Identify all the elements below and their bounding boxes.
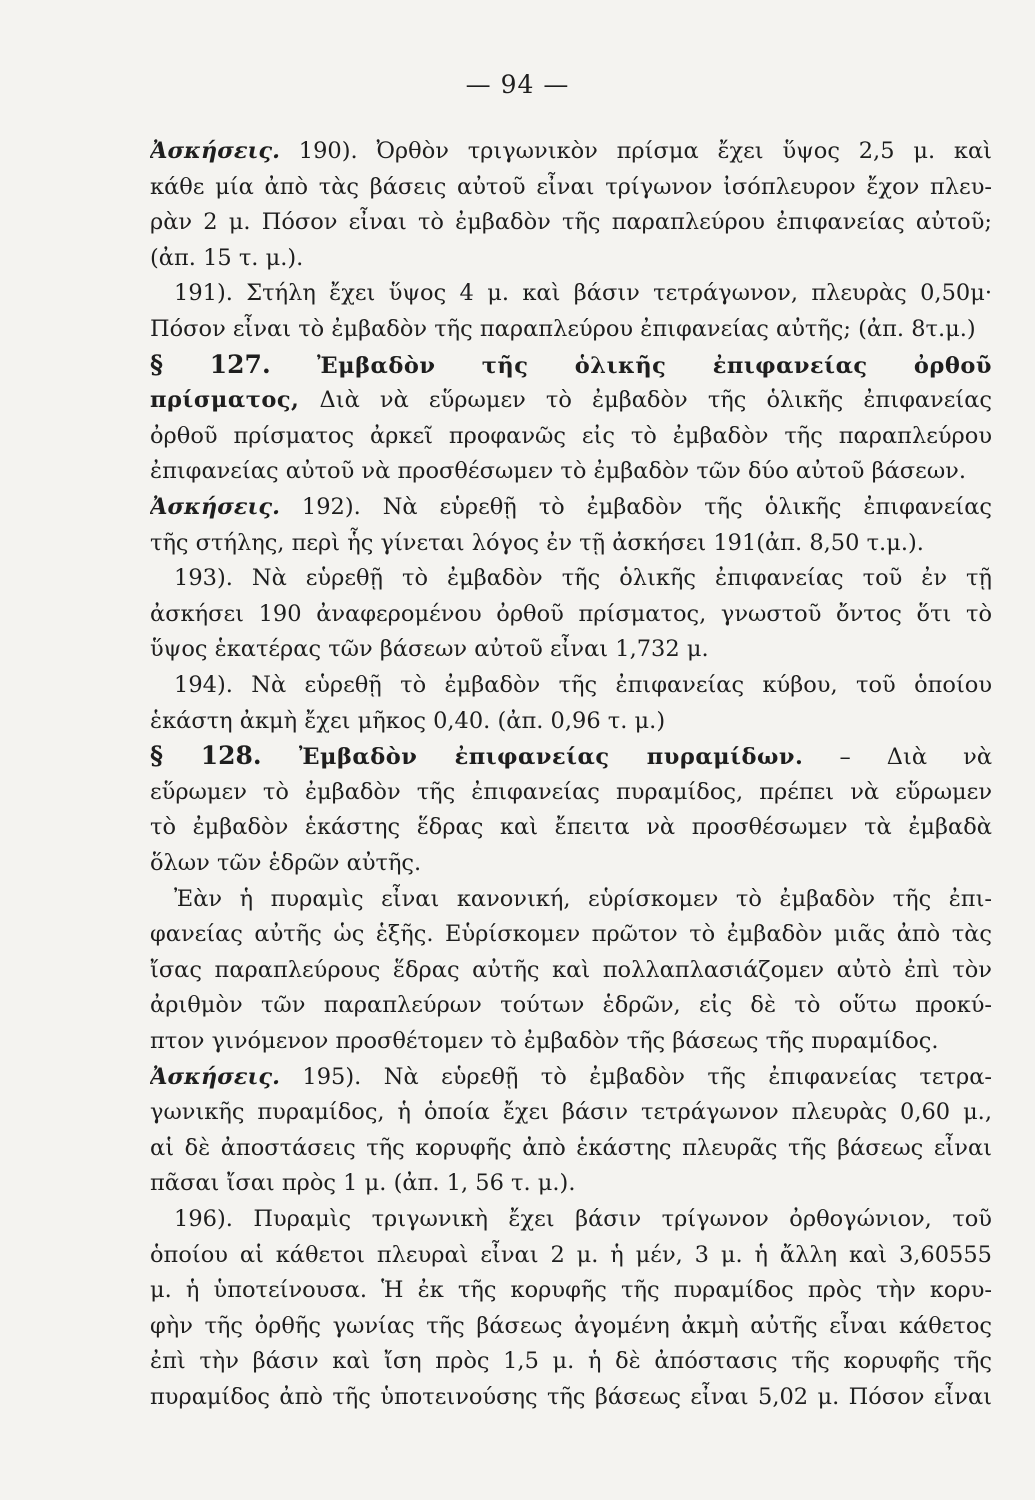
text-line [150,241,992,275]
line-text: 190). Ὀρθὸν τριγωνικὸν πρίσμα ἔχει ὕψος 2,5 μ. καὶ [279,138,992,164]
line-text: ἀριθμὸν τῶν παραπλεύρων τούτων ἑδρῶν, εἰς δὲ τὸ οὕτω προκύ- [150,992,992,1019]
line-text: 194). Νὰ εὑρεθῇ τὸ ἐμβαδὸν τῆς ἐπιφανείας κύβου, τοῦ ὁποίου [174,672,992,698]
line-text: ἐπιφανείας αὐτοῦ νὰ προσθέσωμεν τὸ ἐμβαδὸν τῶν δύο αὐτοῦ βάσεων. [150,458,966,485]
section-number: § 128. [150,741,262,771]
text-line [174,668,992,702]
line-text: τῆς στήλης, περὶ ἧς γίνεται λόγος ἐν τῇ ἀσκήσει 191(ἀπ. 8,50 τ.μ.). [150,529,924,556]
text-line [150,1273,992,1307]
section-title: Ἐμβαδὸν ἐπιφανείας πυραμίδων. [261,744,804,771]
text-line [150,846,992,880]
text-line [150,988,992,1022]
line-text: πυραμίδος ἀπὸ τῆς ὑποτεινούσης τῆς βάσεως εἶναι 5,02 μ. Πόσον εἶναι [150,1384,992,1410]
text-line [150,454,992,488]
text-line [150,917,992,951]
text-line [150,739,992,773]
line-text: ἐπὶ τὴν βάσιν καὶ ἴση πρὸς 1,5 μ. ἡ δὲ ἀπόστασις τῆς κορυφῆς τῆς [150,1348,992,1375]
text-line [150,953,992,987]
text-line [150,1309,992,1343]
text-line [174,561,992,595]
text-line [150,205,992,239]
text-line [174,276,992,310]
text-line [150,1024,992,1058]
line-text: πᾶσαι ἴσαι πρὸς 1 μ. (ἀπ. 1, 56 τ. μ.). [150,1170,576,1197]
text-line [150,170,992,204]
text-line [174,1202,992,1236]
line-text: τὸ ἐμβαδὸν ἑκάστης ἕδρας καὶ ἔπειτα νὰ προσθέσωμεν τὰ ἐμβαδὰ [150,814,992,841]
line-text: ρὰν 2 μ. Πόσον εἶναι τὸ ἐμβαδὸν τῆς παραπλεύρου ἐπιφανείας αὐτοῦ; [150,209,992,236]
line-text: 192). Νὰ εὑρεθῇ τὸ ἐμβαδὸν τῆς ὁλικῆς ἐπιφανείας [279,494,992,520]
line-text: ἑκάστη ἀκμὴ ἔχει μῆκος 0,40. (ἀπ. 0,96 τ. μ.) [150,707,666,734]
text-line [150,810,992,844]
line-text: ὕψος ἑκατέρας τῶν βάσεων αὐτοῦ εἶναι 1,732 μ. [150,636,709,663]
text-line [150,134,992,168]
section-number: § 127. [150,349,271,379]
line-text: 191). Στήλη ἔχει ὕψος 4 μ. καὶ βάσιν τετράγωνον, πλευρὰς 0,50μ· [174,280,992,307]
line-text: πτον γινόμενον προσθέτομεν τὸ ἐμβαδὸν τῆς βάσεως τῆς πυραμίδος. [150,1028,939,1054]
text-line [150,1060,992,1094]
exercise-label: Ἀσκήσεις. [150,138,280,164]
text-line [150,490,992,524]
text-line [150,312,992,346]
line-text: φανείας αὐτῆς ὡς ἑξῆς. Εὑρίσκομεν πρῶτον τὸ ἐμβαδὸν μιᾶς ἀπὸ τὰς [150,921,992,948]
line-text: Πόσον εἶναι τὸ ἐμβαδὸν τῆς παραπλεύρου ἐπιφανείας αὐτῆς; (ἀπ. 8τ.μ.) [150,316,976,342]
text-line [150,526,992,560]
line-text: γωνικῆς πυραμίδος, ἡ ὁποία ἔχει βάσιν τετράγωνον πλευρὰς 0,60 μ., [150,1099,992,1126]
text-line [150,348,992,382]
line-text: ὅλων τῶν ἑδρῶν αὐτῆς. [150,850,422,876]
line-text: – Διὰ νὰ [803,744,992,771]
line-text: φὴν τῆς ὀρθῆς γωνίας τῆς βάσεως ἀγομένη ἀκμὴ αὐτῆς εἶναι κάθετος [150,1312,992,1339]
line-text: ὀρθοῦ πρίσματος ἀρκεῖ προφανῶς εἰς τὸ ἐμβαδὸν τῆς παραπλεύρου [150,422,992,449]
exercise-label: Ἀσκήσεις. [150,1063,280,1090]
exercise-label: Ἀσκήσεις. [150,494,280,520]
text-line [150,1238,992,1272]
text-line [150,1380,992,1414]
text-line [150,383,992,417]
line-text: μ. ἡ ὑποτείνουσα. Ἡ ἐκ τῆς κορυφῆς τῆς πυραμίδος πρὸς τὴν κορυ- [150,1277,992,1304]
line-text: Διὰ νὰ εὕρωμεν τὸ ἐμβαδὸν τῆς ὁλικῆς ἐπιφανείας [299,387,992,414]
line-text: κάθε μία ἀπὸ τὰς βάσεις αὐτοῦ εἶναι τρίγωνον ἰσόπλευρον ἔχον πλευ- [150,173,992,200]
line-text: αἱ δὲ ἀποστάσεις τῆς κορυφῆς ἀπὸ ἑκάστης πλευρᾶς τῆς βάσεως εἶναι [150,1134,992,1161]
line-text: ἀσκήσει 190 ἀναφερομένου ὀρθοῦ πρίσματος, γνωστοῦ ὄντος ὅτι τὸ [150,600,992,627]
page-number: — 94 — [465,70,570,99]
text-line [150,419,992,453]
text-line [150,704,992,738]
line-text: ἴσας παραπλεύρους ἕδρας αὐτῆς καὶ πολλαπλασιάζομεν αὐτὸ ἐπὶ τὸν [150,956,992,983]
section-title: πρίσματος, [150,387,300,414]
text-line [150,597,992,631]
text-line [150,632,992,666]
line-text: 196). Πυραμὶς τριγωνικὴ ἔχει βάσιν τρίγωνον ὀρθογώνιον, τοῦ [174,1206,992,1232]
section-title: Ἐμβαδὸν τῆς ὁλικῆς ἐπιφανείας ὀρθοῦ [270,352,992,379]
line-text: Ἐὰν ἡ πυραμὶς εἶναι κανονική, εὑρίσκομεν τὸ ἐμβαδὸν τῆς ἐπι- [174,885,992,912]
line-text: εὕρωμεν τὸ ἐμβαδὸν τῆς ἐπιφανείας πυραμίδος, πρέπει νὰ εὕρωμεν [150,778,992,805]
line-text: ὁποίου αἱ κάθετοι πλευραὶ εἶναι 2 μ. ἡ μέν, 3 μ. ἡ ἄλλη καὶ 3,60555 [150,1241,992,1268]
line-text: 193). Νὰ εὑρεθῇ τὸ ἐμβαδὸν τῆς ὁλικῆς ἐπιφανείας τοῦ ἐν τῇ [174,565,992,592]
text-line [150,1344,992,1378]
text-line [174,882,992,916]
line-text: (ἀπ. 15 τ. μ.). [150,244,304,271]
text-line [150,775,992,809]
text-line [150,1166,992,1200]
text-line [150,1131,992,1165]
line-text: 195). Νὰ εὑρεθῇ τὸ ἐμβαδὸν τῆς ἐπιφανείας τετρα- [279,1063,992,1090]
text-line [150,1095,992,1129]
